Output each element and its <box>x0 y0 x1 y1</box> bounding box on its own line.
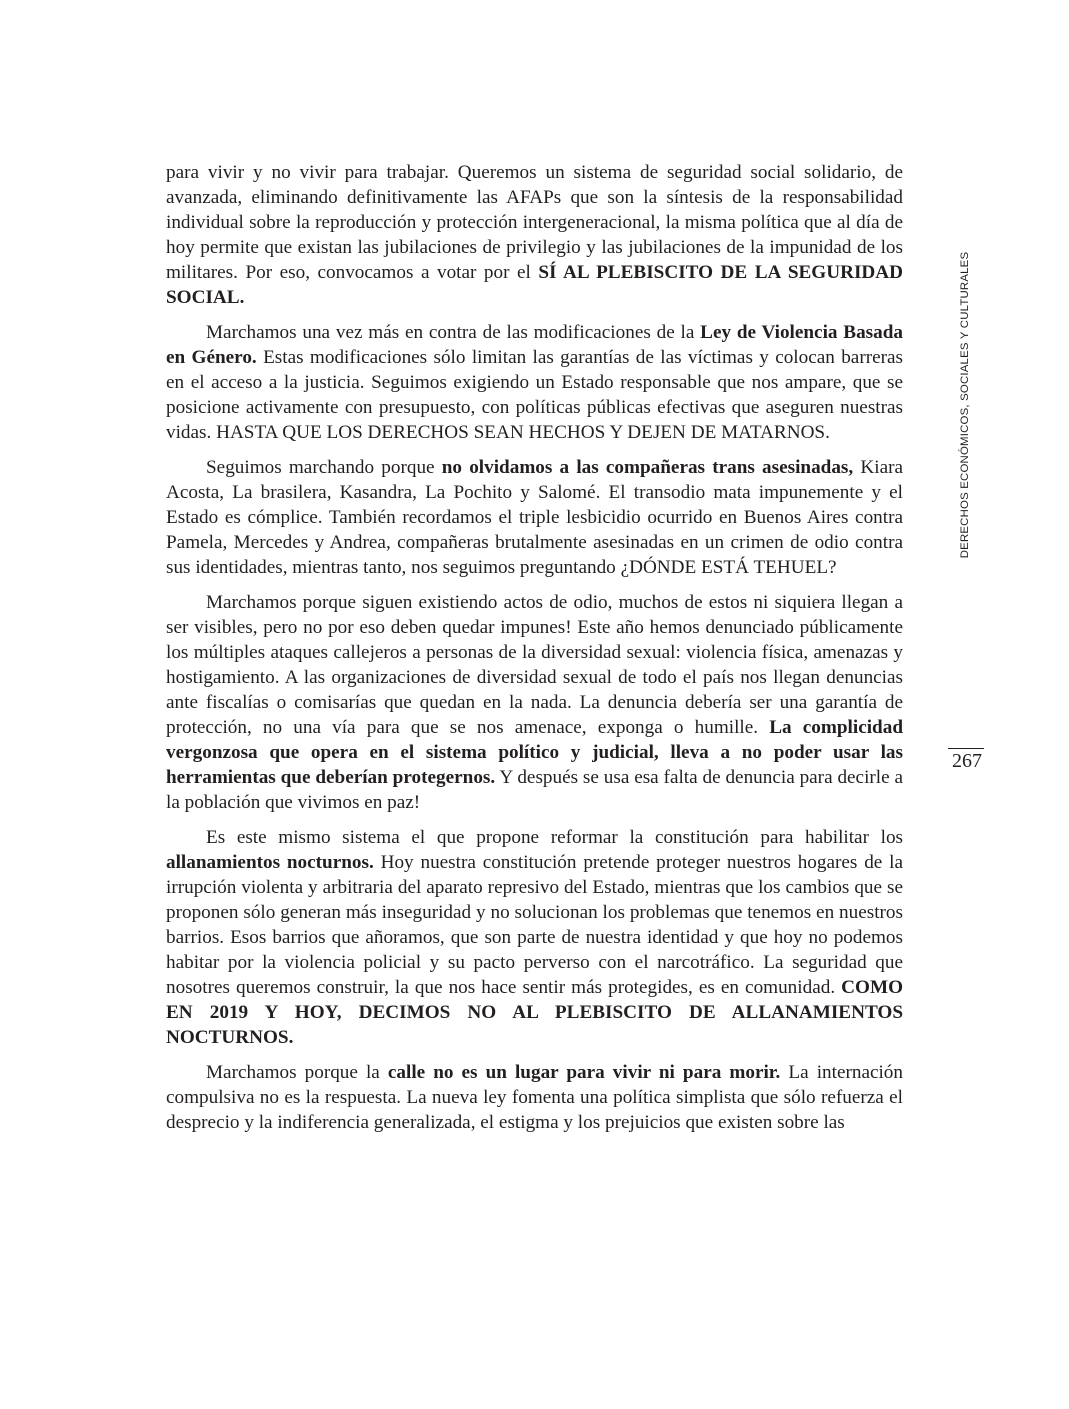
text-run: para vivir y no vivir para trabajar. Queremos un sistema de seguridad social solidario, de avanzada, eliminando definitivamente las AFAPs que son la síntesis de la responsabilidad individual sobre la reproducción y protección intergeneracional, la misma política que al día de hoy permite que existan las jubilaciones de privilegio y las jubilaciones de la impunidad de los militares. Por eso, convocamos a votar por el <box>166 162 903 283</box>
bold-text-run: COMO EN 2019 Y HOY, DECIMOS NO AL PLEBISCITO DE ALLANAMIENTOS NOCTURNOS. <box>166 977 903 1048</box>
text-run: Seguimos marchando porque <box>206 457 442 478</box>
bold-text-run: SÍ AL PLEBISCITO DE LA SEGURIDAD SOCIAL. <box>166 262 903 308</box>
text-run: Kiara Acosta, La brasilera, Kasandra, La Pochito y Salomé. El transodio mata impunemente y el Estado es cómplice. También recordamos el triple lesbicidio ocurrido en Buenos Aires contra Pamela, Mercedes y Andrea, compañeras brutalmente asesinadas en un crimen de odio contra sus identidades, mientras tanto, nos seguimos preguntando ¿DÓNDE ESTÁ TEHUEL? <box>166 457 903 578</box>
paragraph <box>166 455 903 580</box>
text-run: Marchamos una vez más en contra de las modificaciones de la <box>206 322 701 343</box>
paragraph <box>166 1060 903 1135</box>
text-run: La internación compulsiva no es la respuesta. La nueva ley fomenta una política simplista que sólo refuerza el desprecio y la indiferencia generalizada, el estigma y los prejuicios que existen sobre las <box>166 1062 903 1133</box>
text-run: Estas modificaciones sólo limitan las garantías de las víctimas y colocan barreras en el acceso a la justicia. Seguimos exigiendo un Estado responsable que nos ampare, que se posicione activamente con presupuesto, con políticas públicas efectivas que aseguren nuestras vidas. HASTA QUE LOS DERECHOS SEAN HECHOS Y DEJEN DE MATARNOS. <box>166 347 903 443</box>
paragraph <box>166 590 903 815</box>
running-head-text: DERECHOS ECONÓMICOS, SOCIALES Y CULTURALES <box>959 251 971 559</box>
paragraph <box>166 320 903 445</box>
text-run: Y después se usa esa falta de denuncia para decirle a la población que vivimos en paz! <box>166 767 904 813</box>
text-run: Marchamos porque la <box>206 1062 388 1083</box>
page-number: 267 <box>952 750 982 772</box>
running-head <box>955 245 975 565</box>
page-number-rule <box>948 748 984 749</box>
bold-text-run: allanamientos nocturnos. <box>166 852 374 873</box>
bold-text-run: no olvidamos a las compañeras trans asesinadas, <box>441 457 854 478</box>
bold-text-run: Ley de Violencia Basada en Género. <box>166 322 903 368</box>
bold-text-run: La complicidad vergonzosa que opera en el sistema político y judicial, lleva a no poder usar las herramientas que deberían protegernos. <box>166 717 903 788</box>
bold-text-run: calle no es un lugar para vivir ni para morir. <box>387 1062 781 1083</box>
body-text <box>166 160 903 1145</box>
text-run: Hoy nuestra constitución pretende proteger nuestros hogares de la irrupción violenta y arbitraria del aparato represivo del Estado, mientras que los cambios que se proponen sólo generan más inseguridad y no solucionan los problemas que tenemos en nuestros barrios. Esos barrios que añoramos, que son parte de nuestra identidad y que hoy no podemos habitar por la violencia policial y su pacto perverso con el narcotráfico. La seguridad que nosotres queremos construir, la que nos hace sentir más protegides, es en comunidad. <box>166 852 903 998</box>
paragraph <box>166 160 903 310</box>
text-run: Es este mismo sistema el que propone reformar la constitución para habilitar los <box>206 827 903 848</box>
text-run: Marchamos porque siguen existiendo actos de odio, muchos de estos ni siquiera llegan a ser visibles, pero no por eso deben quedar impunes! Este año hemos denunciado públicamente los múltiples ataques callejeros a personas de la diversidad sexual: violencia física, amenazas y hostigamiento. A las organizaciones de diversidad sexual de todo el país nos llegan denuncias ante fiscalías o comisarías que quedan en la nada. La denuncia debería ser una garantía de protección, no una vía para que se nos amenace, exponga o humille. <box>166 592 903 738</box>
paragraph <box>166 825 903 1050</box>
